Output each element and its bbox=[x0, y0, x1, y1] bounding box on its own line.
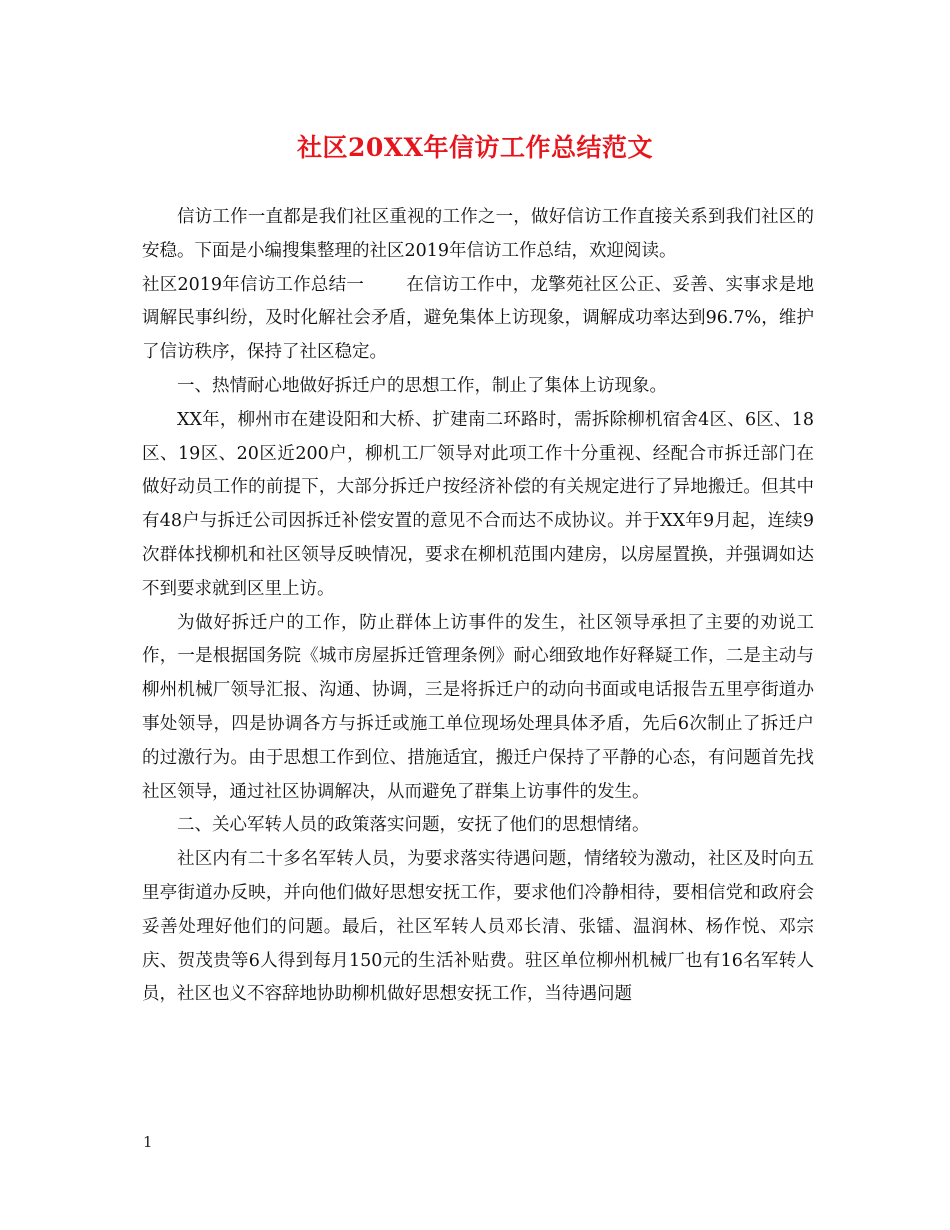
document-title: 社区20XX年信访工作总结范文 bbox=[296, 133, 654, 162]
document-body bbox=[142, 201, 814, 1012]
paragraph-demolition: XX年，柳州市在建设阳和大桥、扩建南二环路时，需拆除柳机宿舍4区、6区、18区、19区、20区近200户，柳机工厂领导对此项工作十分重视、经配合市拆迁部门在做好动员工作的前提下，大部分拆迁户按经济补偿的有关规定进行了异地搬迁。但其中有48户与拆迁公司因拆迁补偿安置的意见不合而达不成协议。并于XX年9月起，连续9次群体找柳机和社区领导反映情况，要求在柳机范围内建房，以房屋置换，并强调如达不到要求就到区里上访。 bbox=[142, 409, 814, 599]
section-heading: 社区2019年信访工作总结一 bbox=[142, 274, 365, 295]
paragraph-point-one: 一、热情耐心地做好拆迁户的思想工作，制止了集体上访现象。 bbox=[177, 375, 667, 396]
paragraph-point-two: 二、关心军转人员的政策落实问题，安抚了他们的思想情绪。 bbox=[177, 815, 650, 836]
paragraph-intro: 信访工作一直都是我们社区重视的工作之一，做好信访工作直接关系到我们社区的安稳。下面是小编搜集整理的社区2019年信访工作总结，欢迎阅读。 bbox=[142, 207, 814, 261]
paragraph-veterans: 社区内有二十多名军转人员，为要求落实待遇问题，情绪较为激动，社区及时向五里亭街道办反映，并向他们做好思想安抚工作，要求他们冷静相待，要相信党和政府会妥善处理好他们的问题。最后，社区军转人员邓长清、张镭、温润林、杨作悦、邓宗庆、贺茂贵等6人得到每月150元的生活补贴费。驻区单位柳州机械厂也有16名军转人员，社区也义不容辞地协助柳机做好思想安抚工作，当待遇问题 bbox=[142, 849, 814, 1005]
paragraph-summary-one bbox=[142, 269, 814, 370]
paragraph-persuasion: 为做好拆迁户的工作，防止群体上访事件的发生，社区领导承担了主要的劝说工作，一是根据国务院《城市房屋拆迁管理条例》耐心细致地作好释疑工作，二是主动与柳州机械厂领导汇报、沟通、协调，三是将拆迁户的动向书面或电话报告五里亭街道办事处领导，四是协调各方与拆迁或施工单位现场处理具体矛盾，先后6次制止了拆迁户的过激行为。由于思想工作到位、措施适宜，搬迁户保持了平静的心态，有问题首先找社区领导，通过社区协调解决，从而避免了群集上访事件的发生。 bbox=[142, 612, 814, 802]
paragraph-summary-one-text: 在信访工作中，龙擎苑社区公正、妥善、实事求是地调解民事纠纷，及时化解社会矛盾，避免集体上访现象，调解成功率达到96.7%，维护了信访秩序，保持了社区稳定。 bbox=[142, 274, 814, 363]
page-number: 1 bbox=[143, 1133, 153, 1151]
